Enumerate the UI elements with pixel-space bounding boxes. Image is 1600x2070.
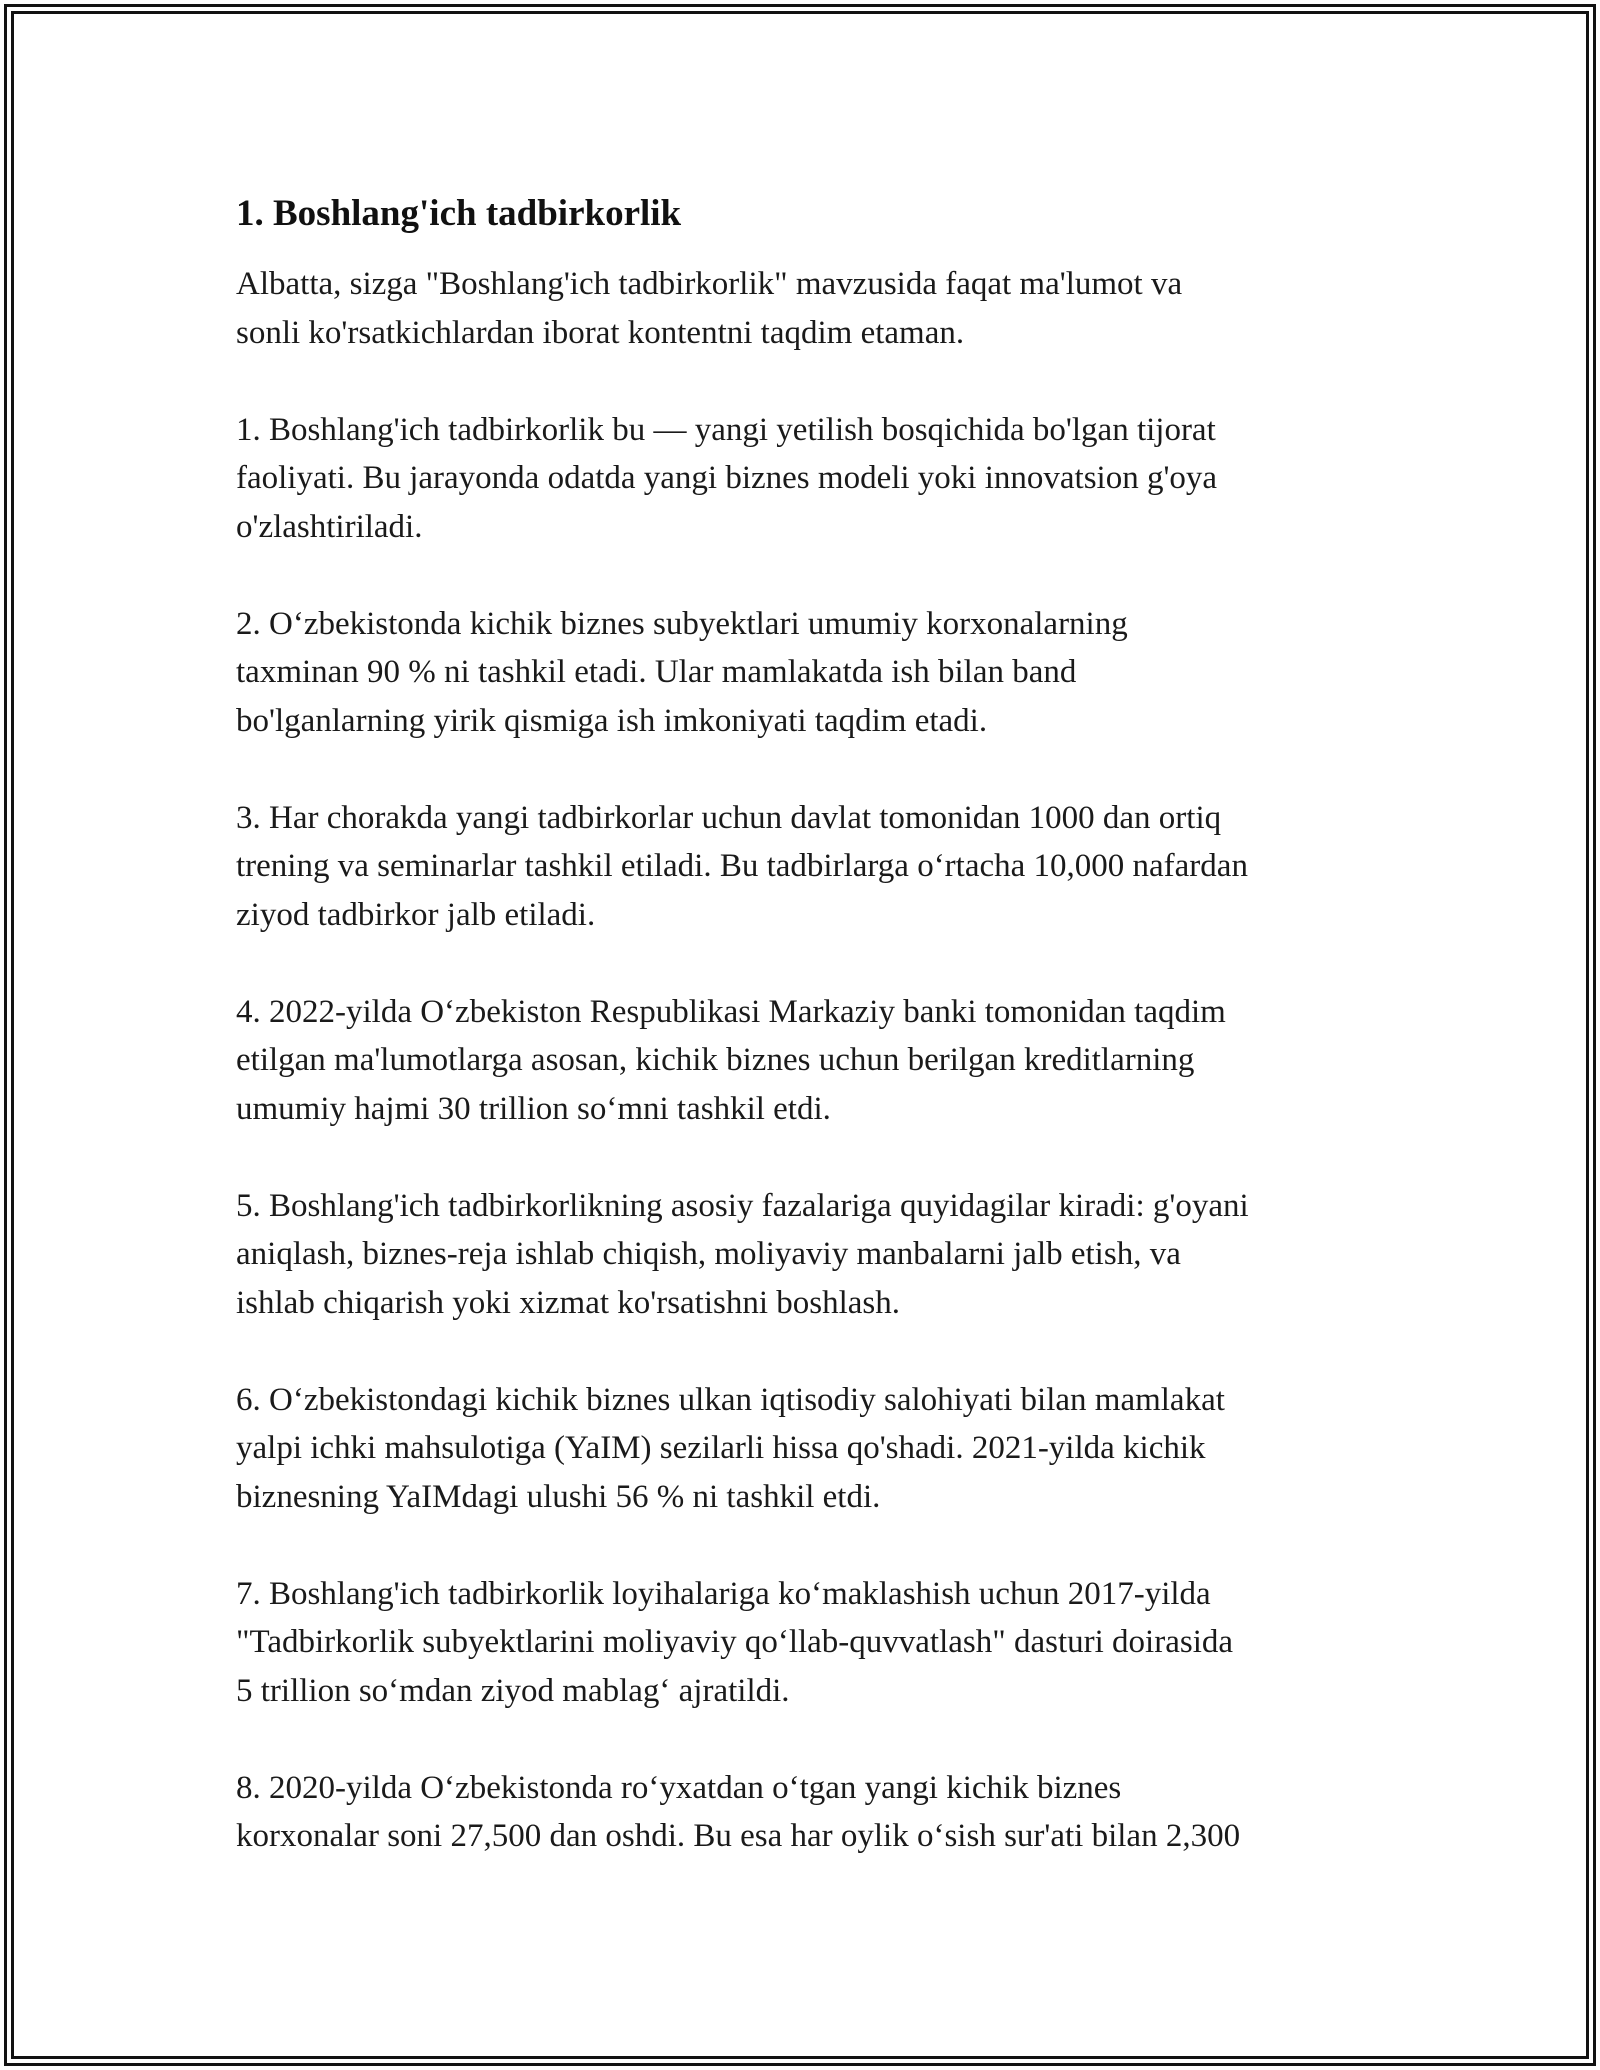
paragraph-item-8 [236,1764,1386,1861]
paragraph-line: 5. Boshlang'ich tadbirkorlikning asosiy fazalariga quyidagilar kiradi: g'oyani [236,1187,1249,1224]
paragraph-line: biznesning YaIMdagi ulushi 56 % ni tashkil etdi. [236,1478,881,1515]
paragraph-line: Albatta, sizga "Boshlang'ich tadbirkorlik" mavzusida faqat ma'lumot va [236,266,1183,302]
paragraph-item-7 [236,1570,1386,1716]
paragraph-line: o'zlashtiriladi. [236,508,423,545]
paragraph-line: yalpi ichki mahsulotiga (YaIM) sezilarli hissa qo'shadi. 2021-yilda kichik [236,1430,1206,1466]
paragraph-line: etilgan ma'lumotlarga asosan, kichik biznes uchun berilgan kreditlarning [236,1042,1195,1078]
paragraph-line: aniqlash, biznes-reja ishlab chiqish, moliyaviy manbalarni jalb etish, va [236,1236,1181,1272]
paragraph-item-5 [236,1182,1386,1328]
paragraph-line: sonli ko'rsatkichlardan iborat kontentni taqdim etaman. [236,314,965,351]
paragraph-line: "Tadbirkorlik subyektlarini moliyaviy qo‘llab-quvvatlash" dasturi doirasida [236,1624,1234,1660]
paragraph-intro [236,260,1386,357]
paragraph-line: taxminan 90 % ni tashkil etadi. Ular mamlakatda ish bilan band [236,654,1077,690]
paragraph-line: bo'lganlarning yirik qismiga ish imkoniyati taqdim etadi. [236,702,988,739]
paragraph-line: 7. Boshlang'ich tadbirkorlik loyihalariga ko‘maklashish uchun 2017-yilda [236,1575,1211,1612]
paragraph-line: ziyod tadbirkor jalb etiladi. [236,896,596,933]
paragraph-line: 1. Boshlang'ich tadbirkorlik bu — yangi yetilish bosqichida bo'lgan tijorat [236,411,1216,448]
paragraph-line: 6. O‘zbekistondagi kichik biznes ulkan iqtisodiy salohiyati bilan mamlakat [236,1381,1225,1418]
document-body [236,190,1386,1909]
paragraph-line: korxonalar soni 27,500 dan oshdi. Bu esa har oylik o‘sish sur'ati bilan 2,300 [236,1818,1241,1854]
paragraph-item-4 [236,988,1386,1134]
paragraph-line: 4. 2022-yilda O‘zbekiston Respublikasi Markaziy banki tomonidan taqdim [236,993,1226,1030]
paragraph-item-2 [236,600,1386,746]
paragraph-line: 3. Har chorakda yangi tadbirkorlar uchun davlat tomonidan 1000 dan ortiq [236,799,1222,836]
paragraph-line: ishlab chiqarish yoki xizmat ko'rsatishni boshlash. [236,1284,901,1321]
paragraph-line: faoliyati. Bu jarayonda odatda yangi biznes modeli yoki innovatsion g'oya [236,460,1218,496]
paragraph-item-1 [236,406,1386,552]
paragraph-line: umumiy hajmi 30 trillion so‘mni tashkil etdi. [236,1090,831,1127]
paragraph-item-6 [236,1376,1386,1522]
paragraph-line: trening va seminarlar tashkil etiladi. Bu tadbirlarga o‘rtacha 10,000 nafardan [236,848,1248,884]
paragraph-line: 5 trillion so‘mdan ziyod mablag‘ ajratildi. [236,1672,790,1709]
paragraph-line: 8. 2020-yilda O‘zbekistonda ro‘yxatdan o‘tgan yangi kichik biznes [236,1769,1122,1806]
section-heading: 1. Boshlang'ich tadbirkorlik [236,193,682,234]
paragraph-line: 2. O‘zbekistonda kichik biznes subyektlari umumiy korxonalarning [236,605,1128,642]
paragraph-item-3 [236,794,1386,940]
